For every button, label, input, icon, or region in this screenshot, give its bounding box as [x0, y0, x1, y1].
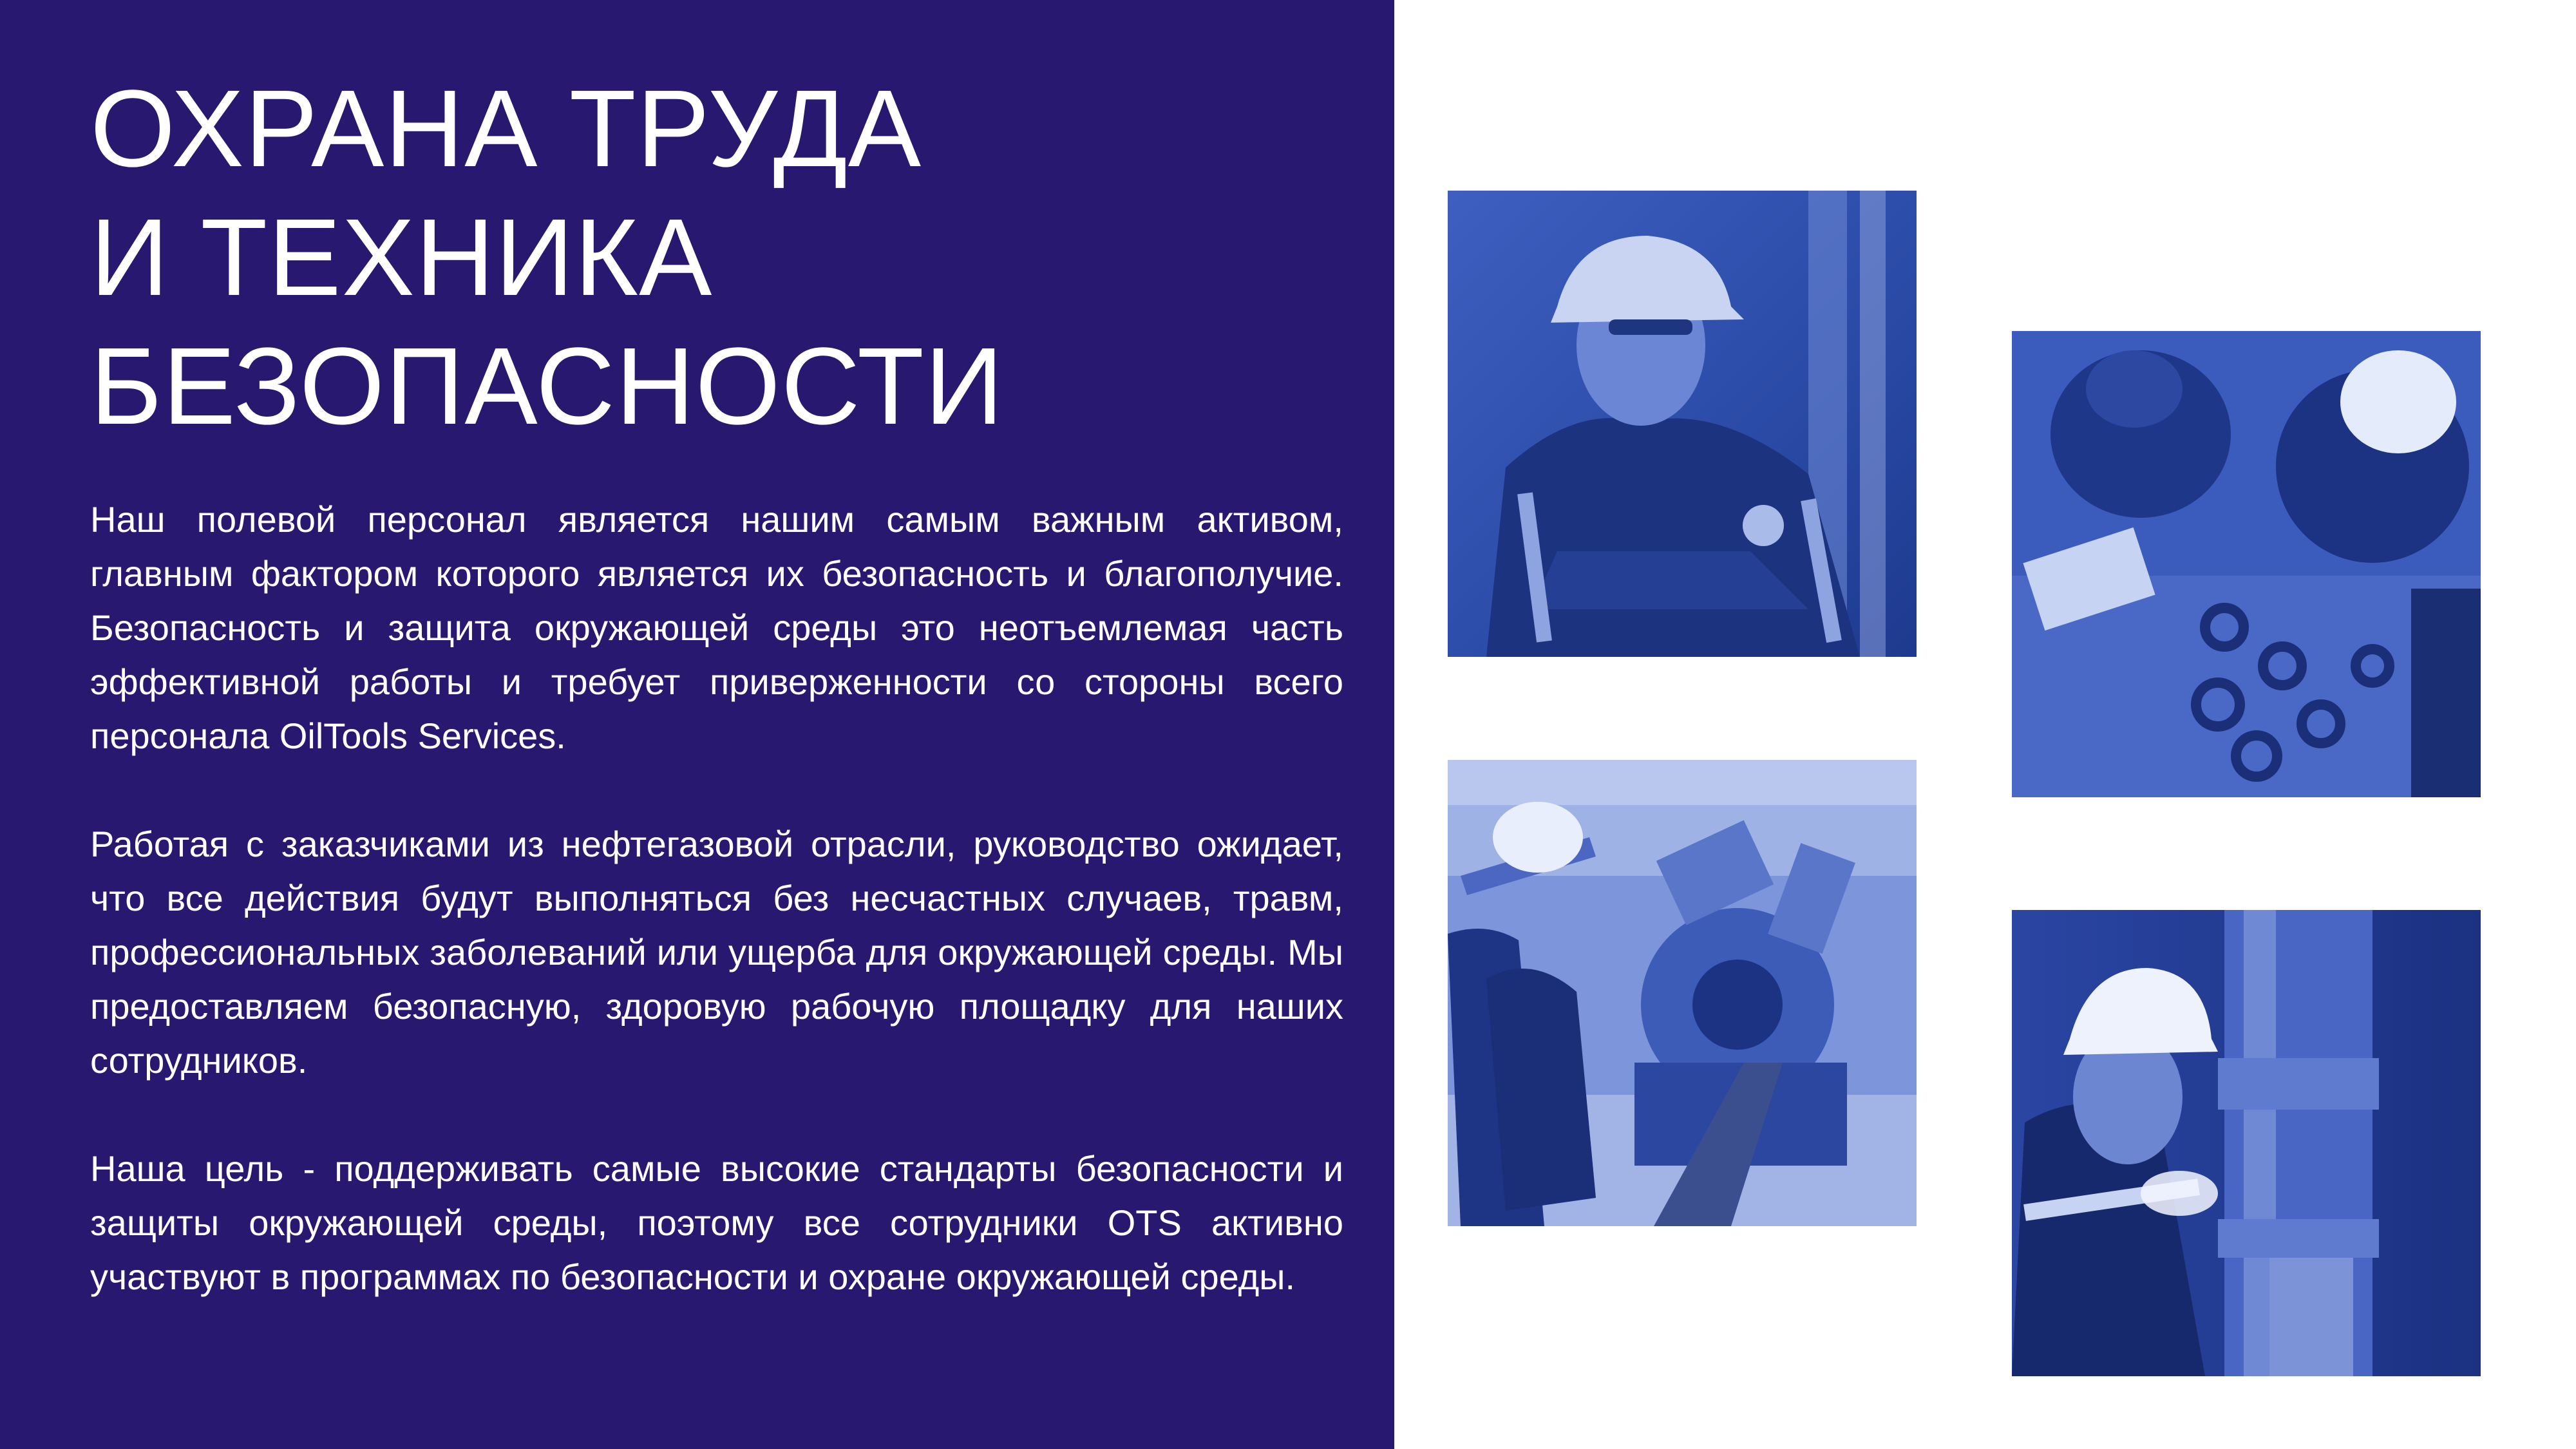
worker-in-hardhat-photo: [1448, 191, 1917, 657]
worker-at-drill-pipe-photo: [2012, 910, 2481, 1376]
body-text: [90, 493, 1343, 1358]
workers-inspecting-parts-photo: [2012, 331, 2481, 797]
paragraph-2: Работая с заказчиками из нефтегазовой отрасли, руководство ожидает, что все действия будут выполняться без несчастных случаев, травм, профессиональных заболеваний или ущерба для окружающей среды. Мы предоставляем безопасную, здоровую рабочую площадку для наших сотрудников.: [90, 824, 1343, 1081]
paragraph-3: Наша цель - поддерживать самые высокие стандарты безопасности и защиты окружающей среды, поэтому все сотрудники OTS активно участвуют в программах по безопасности и охране окружающей среды.: [90, 1148, 1343, 1297]
worker-at-machine-photo: [1448, 760, 1917, 1226]
page-title: ОХРАНА ТРУДА И ТЕХНИКА БЕЗОПАСНОСТИ: [90, 68, 1004, 448]
paragraph-1: Наш полевой персонал является нашим самым важным активом, главным фактором которого является их безопасность и благополучие. Безопасность и защита окружающей среды это неотъемлемая часть эффективной работы и требует приверженности со стороны всего персонала OilTools Services.: [90, 499, 1343, 756]
